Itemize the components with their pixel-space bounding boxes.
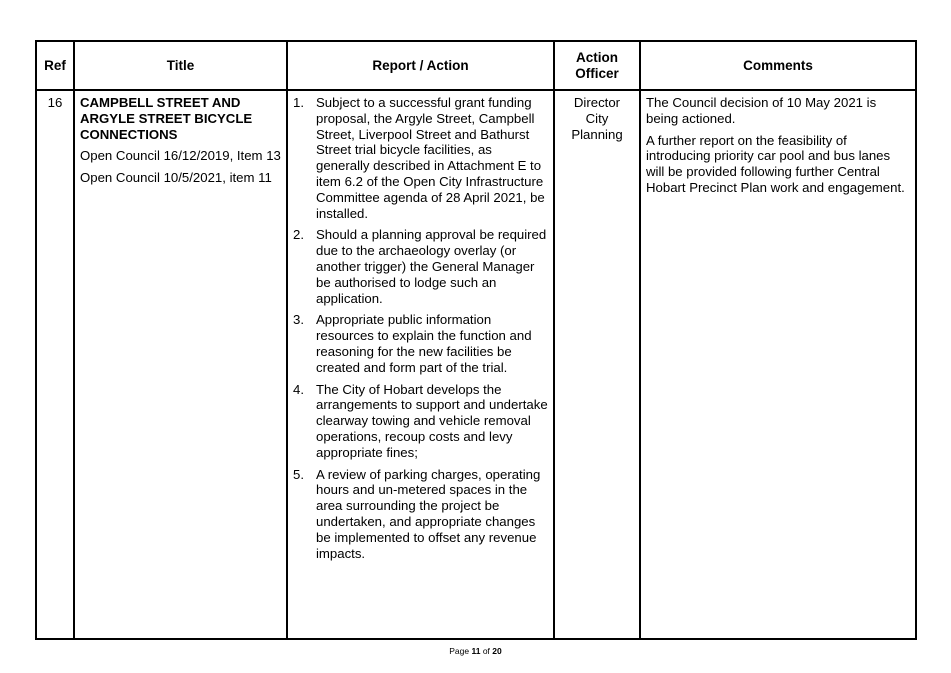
table-header-row [36, 41, 916, 90]
header-officer-line1: Action [576, 49, 618, 65]
comments-cell [640, 90, 916, 639]
action-item [293, 227, 548, 306]
header-report-action: Report / Action [287, 41, 554, 90]
action-text: Should a planning approval be required due to the archaeology overlay (or another trigger) the General Manager be authorised to lodge such an application. [316, 227, 547, 306]
page-footer [0, 646, 951, 656]
action-list [293, 95, 548, 561]
header-title: Title [74, 41, 287, 90]
action-text: The City of Hobart develops the arrangements to support and undertake clearway towing and vehicle removal operations, recoup costs and levy appropriate fines; [316, 381, 548, 460]
report-action-cell [287, 90, 554, 639]
action-text: Appropriate public information resources to explain the function and reasoning for the new facilities be created and form part of the trial. [316, 312, 532, 375]
meeting-ref: Open Council 16/12/2019, Item 13 [80, 148, 281, 164]
footer-page-label: Page [449, 646, 470, 656]
ref-cell: 16 [36, 90, 74, 639]
footer-total-pages: 20 [492, 646, 502, 656]
officer-line: City [585, 110, 609, 126]
header-ref: Ref [36, 41, 74, 90]
comment-paragraph: The Council decision of 10 May 2021 is being actioned. [646, 95, 877, 126]
action-item [293, 467, 548, 562]
action-number: 2. [293, 227, 304, 243]
action-number: 1. [293, 95, 304, 110]
action-text: Subject to a successful grant funding proposal, the Argyle Street, Campbell Street, Liverpool Street and Bathurst Street trial bicycle facilities, as generally described in Attachment E to item 6.2 of the Open City Infrastructure Committee agenda of 28 April 2021, be installed. [316, 95, 545, 221]
officer-line: Planning [571, 126, 623, 142]
officer-line: Director [573, 95, 621, 110]
action-item [293, 312, 548, 375]
table-row [36, 90, 916, 639]
header-officer-line2: Officer [575, 65, 619, 81]
action-text: A review of parking charges, operating hours and un-metered spaces in the area surrounding the project be undertaken, and appropriate changes be implemented to offset any revenue impacts. [316, 466, 541, 561]
action-number: 5. [293, 466, 304, 482]
action-number: 3. [293, 312, 304, 328]
title-cell [74, 90, 287, 639]
action-item [293, 382, 548, 461]
comment-paragraph: A further report on the feasibility of introducing priority car pool and bus lanes will be provided following further Central Hobart Precinct Plan work and engagement. [646, 132, 905, 195]
header-comments: Comments [640, 41, 916, 90]
footer-current-page: 11 [471, 646, 481, 656]
footer-of: of [482, 646, 490, 656]
meeting-ref: Open Council 10/5/2021, item 11 [80, 170, 272, 186]
item-title: CAMPBELL STREET AND ARGYLE STREET BICYCLE CONNECTIONS [80, 95, 253, 142]
action-officer-cell [554, 90, 640, 639]
action-number: 4. [293, 381, 304, 397]
action-item [293, 95, 548, 221]
header-action-officer [554, 41, 640, 90]
action-table [35, 40, 917, 640]
